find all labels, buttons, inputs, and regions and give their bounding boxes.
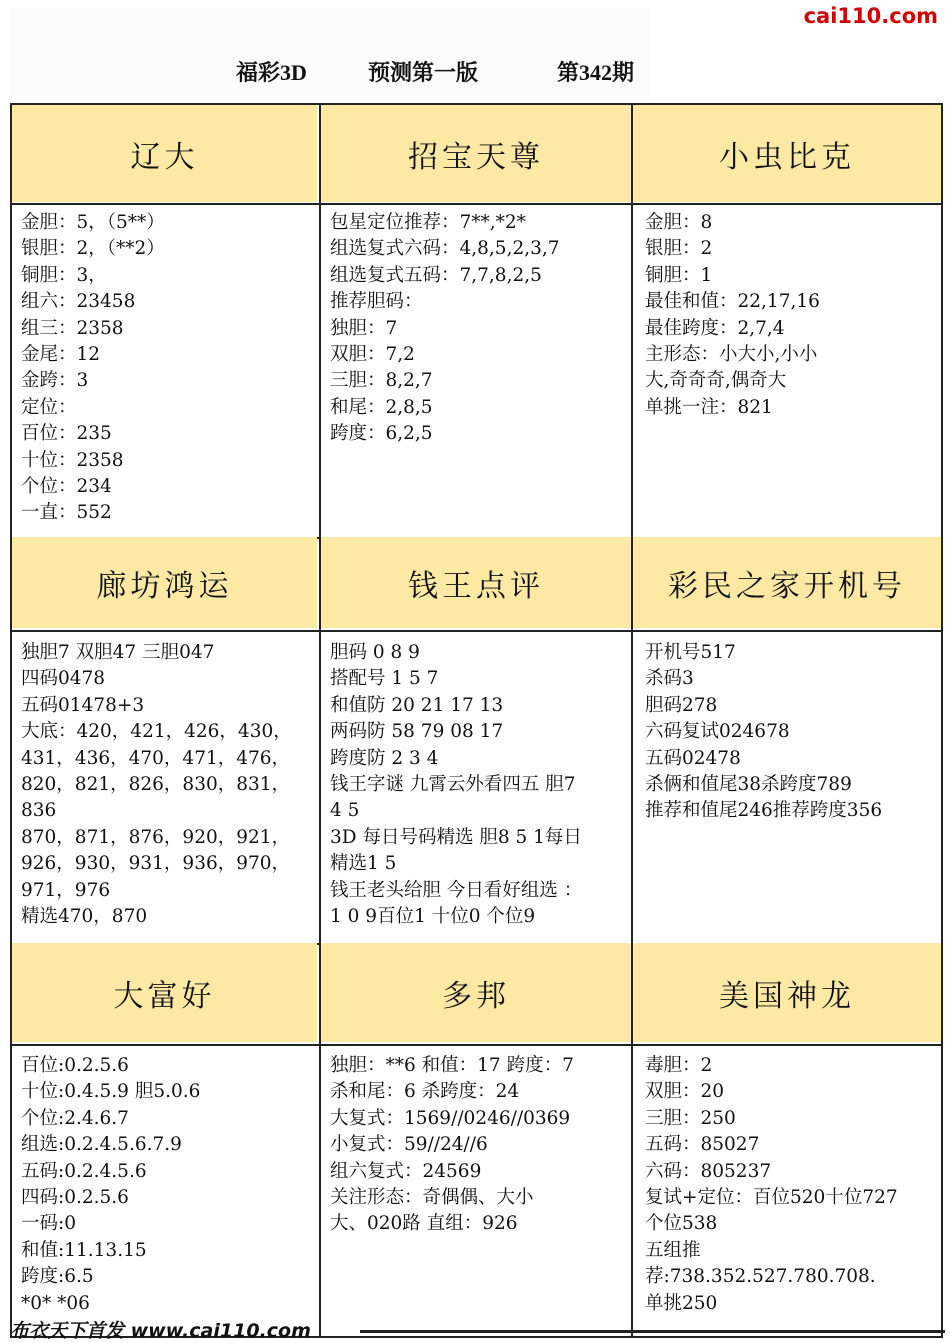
cell-line: 组六：23458 (21, 291, 136, 313)
cell-line: 双胆：20 (645, 1081, 725, 1103)
cell-line: 五码：85027 (645, 1134, 760, 1156)
cell-line: 百位:0.2.5.6 (21, 1055, 129, 1076)
cell-body (330, 640, 627, 930)
cell-line: 十位：2358 (21, 449, 124, 471)
cell-line: 金胆：5，（5**） (21, 212, 165, 233)
cell-line: 精选1 5 (330, 853, 397, 875)
cell-body (330, 1053, 627, 1238)
cell-line: 最佳跨度：2,7,4 (645, 317, 785, 339)
cell-line: 银胆：2，（**2） (21, 238, 165, 260)
cell-line: 431，436，470，471，476， (21, 747, 291, 769)
cell-line: 杀和尾：6 杀跨度：24 (330, 1081, 520, 1103)
cell-heading: 廊坊鸿运 (12, 537, 317, 628)
cell-line: 包星定位推荐：7**,*2* (330, 212, 526, 233)
cell-line: 独胆：7 (330, 317, 398, 339)
cell-line: 胆码278 (645, 694, 718, 716)
cell-line: 大,奇奇奇,偶奇大 (645, 370, 787, 392)
cell-line: 定位： (21, 396, 77, 418)
site-watermark: cai110.com (803, 4, 938, 28)
cell-line: 836 (21, 800, 57, 822)
cell-line: 4 5 (330, 800, 360, 822)
cell-heading: 小虫比克 (633, 105, 941, 202)
cell-line: 开机号517 (645, 642, 736, 663)
cell-line: 四码0478 (21, 668, 106, 690)
cell-line: 跨度:6.5 (21, 1266, 94, 1288)
cell-body (21, 1053, 313, 1317)
title-lottery: 福彩3D (236, 60, 307, 85)
cell-line: 复试+定位：百位520十位727 (645, 1187, 898, 1209)
title-issue: 第342期 (557, 60, 635, 85)
cell-line: 钱王字谜 九霄云外看四五 胆7 (330, 774, 576, 796)
cell-line: 组选复式六码：4,8,5,2,3,7 (330, 238, 560, 260)
cell-line: 杀俩和值尾38杀跨度789 (645, 774, 852, 796)
cell-line: 五码02478 (645, 747, 741, 769)
cell-body (21, 640, 313, 930)
cell-line: 毒胆：2 (645, 1055, 713, 1076)
cell-line: 双胆：7,2 (330, 344, 415, 366)
cell-line: 1 0 9百位1 十位0 个位9 (330, 906, 536, 928)
cell-heading: 多邦 (321, 943, 631, 1042)
cell-line: 关注形态：奇偶偶、大小 (330, 1187, 534, 1209)
cell-line: 3D 每日号码精选 胆8 5 1每日 (330, 826, 582, 848)
cell-line: 组三：2358 (21, 317, 124, 339)
cell-line: 百位：235 (21, 423, 112, 445)
cell-line: 个位538 (645, 1213, 718, 1235)
cell-line: 组选:0.2.4.5.6.7.9 (21, 1134, 182, 1156)
cell-line: 组六复式：24569 (330, 1160, 482, 1182)
cell-line: 搭配号 1 5 7 (330, 668, 439, 690)
cell-line: 金跨：3 (21, 370, 89, 392)
cell-heading: 美国神龙 (633, 943, 941, 1042)
row-divider (12, 630, 941, 632)
cell-heading: 辽大 (12, 105, 317, 202)
cell-line: 和尾：2,8,5 (330, 396, 433, 418)
cell-heading: 招宝天尊 (321, 105, 631, 202)
col-divider (319, 105, 321, 1336)
cell-line: 一直：552 (21, 502, 112, 524)
cell-line: 两码防 58 79 08 17 (330, 721, 504, 743)
cell-line: 五码:0.2.4.5.6 (21, 1160, 147, 1182)
cell-line: 组选复式五码：7,7,8,2,5 (330, 264, 542, 286)
cell-line: 五组推 (645, 1239, 701, 1261)
cell-line: 杀码3 (645, 668, 694, 690)
cell-line: 个位:2.4.6.7 (21, 1107, 129, 1129)
cell-line: 主形态：小大小,小小 (645, 344, 818, 366)
cell-line: 单挑一注：821 (645, 396, 773, 418)
cell-line: 一码:0 (21, 1213, 77, 1235)
title-bar (10, 8, 650, 100)
cell-line: 六码复试024678 (645, 721, 790, 743)
cell-line: 小复式：59//24//6 (330, 1134, 488, 1156)
cell-line: 跨度防 2 3 4 (330, 747, 439, 769)
cell-line: 和值:11.13.15 (21, 1239, 147, 1261)
cell-line: 三胆：250 (645, 1107, 736, 1129)
cell-line: 五码01478+3 (21, 694, 145, 716)
cell-line: 大、020路 直组：926 (330, 1213, 518, 1235)
cell-heading: 大富好 (12, 943, 317, 1042)
cell-line: 个位：234 (21, 476, 112, 498)
cell-body (645, 640, 937, 825)
cell-line: 金胆：8 (645, 212, 713, 233)
cell-heading: 彩民之家开机号 (633, 537, 941, 628)
cell-body (645, 1053, 937, 1317)
cell-line: 870，871，876，920，921， (21, 826, 291, 848)
cell-line: 和值防 20 21 17 13 (330, 694, 504, 716)
cell-body (330, 210, 627, 448)
cell-line: 六码：805237 (645, 1160, 772, 1182)
cell-line: 推荐和值尾246推荐跨度356 (645, 800, 883, 822)
cell-line: *0* *06 (21, 1292, 90, 1314)
cell-line: 跨度：6,2,5 (330, 423, 433, 445)
cell-heading: 钱王点评 (321, 537, 631, 628)
row-divider (12, 203, 941, 205)
cell-line: 820，821，826，830，831， (21, 774, 291, 796)
cell-line: 971，976 (21, 879, 111, 901)
cell-line: 926，930，931，936，970， (21, 853, 291, 875)
cell-line: 十位:0.4.5.9 胆5.0.6 (21, 1081, 201, 1103)
cell-line: 三胆：8,2,7 (330, 370, 433, 392)
cell-line: 独胆：**6 和值：17 跨度：7 (330, 1055, 574, 1076)
cell-line: 银胆：2 (645, 238, 713, 260)
cell-line: 胆码 0 8 9 (330, 642, 420, 663)
cell-line: 大复式：1569//0246//0369 (330, 1107, 571, 1129)
cell-line: 精选470，870 (21, 906, 148, 928)
footer-text: 布衣天下首发 www.cai110.com (10, 1320, 311, 1342)
footer-rule (360, 1330, 945, 1333)
cell-body (21, 210, 313, 527)
title-edition: 预测第一版 (368, 60, 479, 85)
cell-line: 单挑250 (645, 1292, 718, 1314)
cell-line: 金尾：12 (21, 344, 101, 366)
cell-line: 铜胆：1 (645, 264, 713, 286)
cell-line: 最佳和值：22,17,16 (645, 291, 820, 313)
col-divider (631, 105, 633, 1336)
row-divider (12, 1044, 941, 1046)
cell-line: 荐:738.352.527.780.708. (645, 1266, 876, 1288)
cell-line: 大底：420，421，426，430， (21, 721, 292, 743)
cell-line: 推荐胆码： (330, 291, 423, 313)
cell-body (645, 210, 937, 421)
cell-line: 独胆7 双胆47 三胆047 (21, 642, 215, 663)
cell-line: 铜胆：3， (21, 264, 107, 286)
cell-line: 钱王老头给胆 今日看好组选 ： (330, 879, 583, 901)
cell-line: 四码:0.2.5.6 (21, 1187, 129, 1209)
